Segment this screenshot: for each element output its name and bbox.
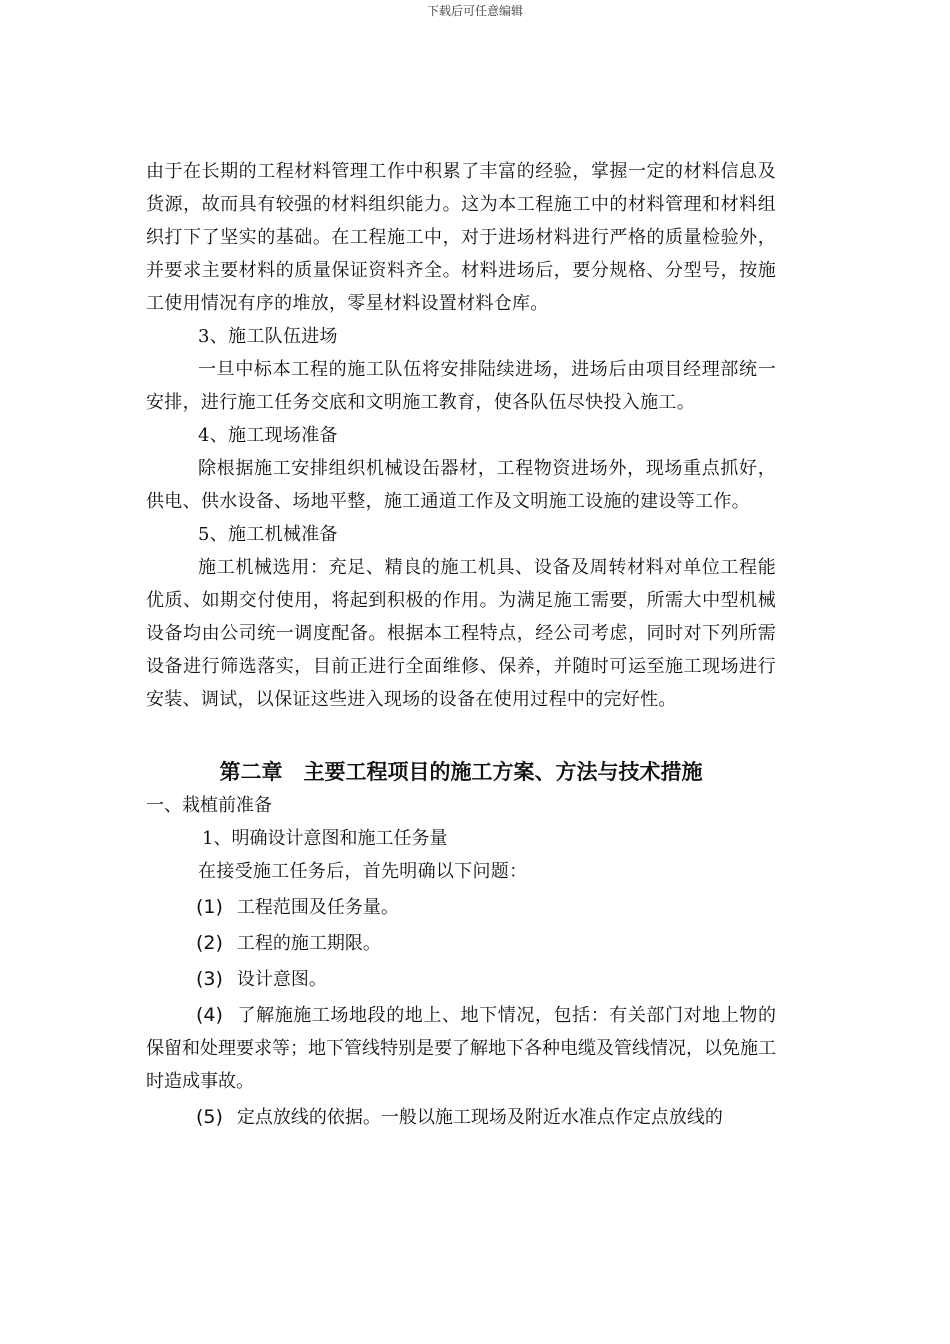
list-number: (2)	[196, 932, 223, 954]
list-text: 定点放线的依据。一般以施工现场及附近水准点作定点放线的	[236, 1107, 723, 1128]
list-number: (1)	[196, 896, 223, 918]
list-number: (3)	[196, 968, 223, 990]
list-item-5	[146, 1101, 776, 1134]
section-body-5: 施工机械选用：充足、精良的施工机具、设备及周转材料对单位工程能优质、如期交付使用，将起到积极的作用。为满足施工需要，所需大中型机械设备均由公司统一调度配备。根据本工程特点，经公司考虑，同时对下列所需设备进行筛选落实，目前正进行全面维修、保养，并随时可运至施工现场进行安装、调试，以保证这些进入现场的设备在使用过程中的完好性。	[146, 557, 776, 710]
part-heading: 一、栽植前准备	[146, 795, 272, 816]
list-item-3	[146, 963, 776, 996]
list-text: 设计意图。	[236, 969, 327, 990]
list-text: 工程范围及任务量。	[236, 897, 399, 918]
list-item-1	[146, 891, 776, 924]
section-body-3: 一旦中标本工程的施工队伍将安排陆续进场，进场后由项目经理部统一安排，进行施工任务交底和文明施工教育，使各队伍尽快投入施工。	[146, 359, 776, 413]
section-heading-5: 5、施工机械准备	[198, 524, 338, 545]
intro-paragraph: 由于在长期的工程材料管理工作中积累了丰富的经验，掌握一定的材料信息及货源，故而具有较强的材料组织能力。这为本工程施工中的材料管理和材料组织打下了坚实的基础。在工程施工中，对于进场材料进行严格的质量检验外，并要求主要材料的质量保证资料齐全。材料进场后，要分规格、分型号，按施工使用情况有序的堆放，零星材料设置材料仓库。	[146, 161, 776, 314]
list-text: 了解施施工场地段的地上、地下情况，包括：有关部门对地上物的保留和处理要求等；地下管线特别是要了解地下各种电缆及管线情况，以免施工时造成事故。	[146, 1005, 776, 1092]
list-number: (4)	[196, 1004, 223, 1026]
section-heading-3: 3、施工队伍进场	[198, 326, 338, 347]
list-text: 工程的施工期限。	[236, 933, 381, 954]
page-header-note: 下载后可任意编辑	[426, 4, 523, 18]
section-heading-4: 4、施工现场准备	[198, 425, 338, 446]
part-lead: 在接受施工任务后，首先明确以下问题：	[198, 861, 528, 882]
part-subheading: 1、明确设计意图和施工任务量	[202, 828, 448, 849]
list-item-4	[146, 999, 776, 1098]
document-body	[146, 155, 776, 1134]
list-number: (5)	[196, 1106, 223, 1128]
list-item-2	[146, 927, 776, 960]
section-body-4: 除根据施工安排组织机械设缶器材，工程物资进场外，现场重点抓好，供电、供水设备、场地平整，施工通道工作及文明施工设施的建设等工作。	[146, 458, 776, 512]
chapter-title: 第二章 主要工程项目的施工方案、方法与技术措施	[219, 760, 703, 784]
